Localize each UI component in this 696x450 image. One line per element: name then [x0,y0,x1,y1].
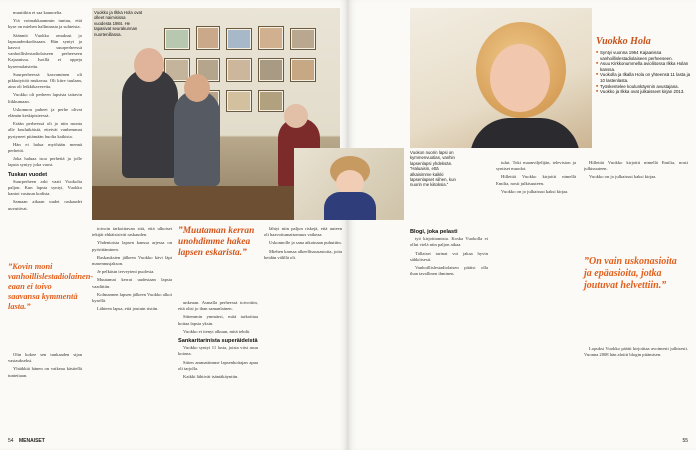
woman-head [184,74,210,102]
section-heading: Blogi, joka pelasti [410,229,458,235]
woman-shoulder [470,118,580,148]
picture-frame [290,58,316,82]
section-heading: Tuskan vuodet [8,171,48,178]
right-column-3-bottom [584,346,688,432]
woman-figure [174,90,220,186]
pull-quote: ”Muutaman kerran unohdimme hakea lapsen eskarista.” [178,226,255,258]
child-head [284,104,308,128]
paragraph: Samaan aikaan uudet raskaudet uuvuttivat. [8,199,82,211]
paragraph: Yhtäkkiä hänen on vaikeaa käsitellä tunteitaan. [8,366,82,378]
paragraph: Joka haluaa isoa perhettä ja jolle lapsia syntyy joka vuosi. [8,156,82,168]
left-column-2 [92,226,172,438]
paragraph: Suurperheen arki vaati Vuokolta paljon. Kun lapsia syntyi, Vuokko kantoi vastuun kodista. [8,178,82,197]
fact-item: ■ Vuokko ja Ilkka ovat julkaisseet kirjan 2013. [596,89,692,95]
paragraph: Je pelkäsin terveyteni puolesta. [97,269,155,275]
paragraph: Uskonnon puheet ja perhe olivat elämän keskipisteessä. [8,106,82,119]
paragraph: Vuokko on jo julkaissut kaksi kirjaa. [501,188,569,194]
magazine-name: MENAISET [18,438,45,444]
right-column-3 [584,160,688,252]
paragraph: Raskauksien jälkeen Vuokko kävi läpi masennusjakson. [92,254,172,267]
picture-frame [290,28,316,50]
paragraph: Miehen kanssa alkeellisuusasioita, joita heidän välillä oli. [264,248,342,260]
paragraph: Hillettiä Vuokko kirjoitti nimellä Emilia, nosti julkisuuteen. [496,174,576,186]
paragraph: muuttikin ei saa kaunoelia. [13,10,63,15]
page-folio-right [682,438,688,444]
pull-quote: ”Kovin moni vanhoillislestadiolaineneaan ei toivo saavansa kymmentä lasta.” [8,262,94,311]
paragraph: Säännöt Vuokko omaksui jo lapsuudenkodissaan. Hän syntyi ja kasvoi suurperheessä vanhoillislestadiolaiseen perheeseen Kajaanissa. Isoillä ei oppeja kyseenalaistettu. [8,32,82,69]
picture-frame [226,28,252,50]
paragraph: Uskonnolle ja sana aikoinaan puhuttiin. [269,240,342,246]
picture-frame [258,90,284,112]
paragraph: Yhdentoista lapsen kanssa arjessa on pyörittäminen. [92,240,172,252]
paragraph: Vuokko oli perheen lapsista taitavin liikkumaan. [8,92,82,104]
paragraph: Vanhoillislestadiolaisen pitäisi olla ihan tavallinen ihminen. [410,265,488,277]
photo-caption: Vuokko ja Ilkka Hola ovat olleet naimisissa vuodesta 1984. He tapasivat seurakunnan nuortenillassa. [94,10,143,37]
paragraph: Suurperheessä kasvaminen oli pikkutyttöä mukavaa. Oli kiire tuulaan, aina oli leikkikavereita. [8,71,82,90]
picture-frame [258,58,284,82]
man-figure [122,68,178,178]
page-folio-left [8,438,45,444]
right-page [348,0,696,450]
picture-frame [226,58,252,82]
paragraph: Hillettiä Vuokko kirjoitti nimellä Emilia, nosti julkisuuteen. [584,160,688,172]
paragraph: Kolmannen lapsen jälkeen Vuokko alkoi kysellä. [92,291,172,304]
paragraph: Vuokko ei tienyt alkuun, mitä tehdä. [183,328,250,334]
paragraph: Hän ei halua myöhään mennä perhettä. [8,141,82,154]
paragraph: Vuokko syntyi 11 lasta, joista viisi asuu kotona. [178,345,258,357]
paragraph: Sitten ammattimme lapsenhoitajan apua oli tarjolla. [178,359,258,371]
woman-face [490,44,550,112]
pull-quote: ”On vain uskonasioita ja epäasioita, jotka joutuvat helvettiin.” [584,256,677,291]
sidebar-title: Vuokko Hola [596,36,651,47]
paragraph: Lopuksi Vuokko päätti kirjoittaa avoimesti julkisesti. Vuonna 2008 hän aloitti blogin pitämisen. [584,346,688,358]
paragraph: toivoin tarkoittavan sitä, että ulkoiset tekijät ehkäisisivät raskauden. [92,226,172,238]
picture-frame [164,28,190,50]
paragraph: Kaikki lähtivät isäntäkäyntiin. [183,374,239,380]
photo-caption: Vuokon nuorin lapsi on kymmenvuotias, vanhin lapsenlapsi yhdeksän. ”Haluaisin, että alkaisimme kaikki lapsenlapset siihen, kun nuorin me kiitoksia.” [410,150,456,188]
picture-frame [196,26,220,50]
picture-frame [226,90,252,112]
paragraph: Vuokko on jo julkaissut kaksi kirjaa. [589,174,657,180]
picture-frame [258,26,284,50]
man-head [134,48,164,82]
paragraph: Erään perheessä oli jo niin monta alle kouluikäistä, etteivät vanhemmat pystyneet pitämään huolta kaikista. [8,121,82,139]
paragraph: tulut. Toki maanviljelijän, television ja syntiset muodot. [496,160,576,172]
section-heading: Sankaritarinista superäideistä [178,338,258,345]
paragraph: Olin kokee sen tunkaaden sijan vastaukseksi. [8,352,82,364]
left-column-4 [264,226,342,438]
fact-item: ■ Vuokolla ja Ilkalla Hola on yhteensä 11 lasta ja 10 lastenlasta. [596,72,692,83]
left-column-1 [8,10,82,248]
right-column-1 [410,226,488,438]
fact-item: ■ Asuu Kirkkonummella avioliitossa Ilkka Holan kanssa. [596,61,692,72]
right-column-2 [496,160,576,438]
paragraph: lähtyi niin paljon riskejä, että uuteen oli haavoitumattomuus vaikeaa. [264,226,342,238]
left-column-3 [178,300,258,438]
child-shirt [324,192,376,220]
left-column-1-bottom [8,352,82,432]
fact-item: ■ Työskentelee koulunkäynnin avustajana. [596,84,692,90]
paragraph: unkeaan. Asmalla perheessä toivottiin, että olisi jo ihan samanlainen. [178,300,258,312]
paragraph: Sittemmin ymmärsi, mitä tarkoittaa hoitaa lapsia yksin. [178,314,258,326]
paragraph: Ytä voimakkaammin tuntuu, että kyse on miehen hallinnasta ja suhteista. [8,18,82,30]
portrait-photo [410,8,592,148]
sidebar-facts [596,50,692,95]
fact-item: ■ Syntyi vuonna 1964 Kajaanissa vanhoillislestadiolaiseen perheeseen. [596,50,692,61]
paragraph: Muutamat kerrat uudestaan lapsia vaadittiin. [92,277,172,289]
paragraph: Lähteen lapsa, että joutuin ristiin. [97,306,159,312]
paragraph: työ kirjoittamista. Koska Vuokolla ei ollut vielä niin paljon aikaa. [410,236,488,248]
child-photo [294,148,404,220]
page-number: 54 [8,438,14,444]
page-number: 55 [682,438,688,444]
paragraph: Tällaiset tarinat voi jakaa hyvin sähköisesti. [410,250,488,262]
